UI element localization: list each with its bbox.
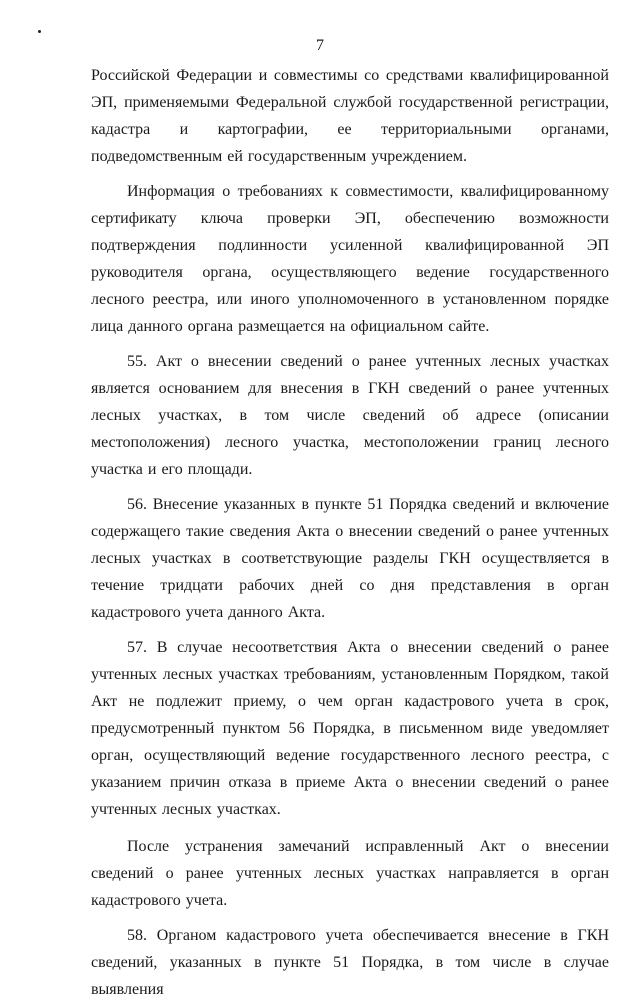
paragraph-57: 57. В случае несоответствия Акта о внесении сведений о ранее учтенных лесных участках требованиям, установленным Порядком, такой Акт не подлежит приему, о чем орган кадастрового учета в срок, предусмотренный пунктом 56 Порядка, в письменном виде уведомляет орган, осуществляющий ведение государственного лесного реестра, с указанием причин отказа в приеме Акта о внесении сведений о ранее учтенных лесных участках. bbox=[91, 639, 609, 818]
page-number: 7 bbox=[316, 37, 324, 54]
document-body bbox=[91, 62, 609, 1003]
scan-speck bbox=[38, 30, 41, 33]
paragraph-after-corrections: После устранения замечаний исправленный Акт о внесении сведений о ранее учтенных лесных участках направляется в орган кадастрового учета. bbox=[91, 838, 609, 909]
paragraph-55: 55. Акт о внесении сведений о ранее учтенных лесных участках является основанием для внесения в ГКН сведений о ранее учтенных лесных участках, в том числе сведений об адресе (описании местоположения) лесного участка, местоположении границ лесного участка и его площади. bbox=[91, 353, 609, 478]
paragraph-58: 58. Органом кадастрового учета обеспечивается внесение в ГКН сведений, указанных в пункте 51 Порядка, в том числе в случае выявления bbox=[91, 927, 609, 998]
paragraph-continuation: Российской Федерации и совместимы со средствами квалифицированной ЭП, применяемыми Федеральной службой государственной регистрации, кадастра и картографии, ее территориальными органами, подведомственным ей государственным учреждением. bbox=[91, 67, 609, 165]
paragraph-56: 56. Внесение указанных в пункте 51 Порядка сведений и включение содержащего такие сведения Акта о внесении сведений о ранее учтенных лесных участках в соответствующие разделы ГКН осуществляется в течение тридцати рабочих дней со дня представления в орган кадастрового учета данного Акта. bbox=[91, 496, 609, 621]
paragraph-ep-compatibility-info: Информация о требованиях к совместимости, квалифицированному сертификату ключа проверки ЭП, обеспечению возможности подтверждения подлинности усиленной квалифицированной ЭП руководителя органа, осуществляющего ведение государственного лесного реестра, или иного уполномоченного в установленном порядке лица данного органа размещается на официальном сайте. bbox=[91, 183, 609, 335]
